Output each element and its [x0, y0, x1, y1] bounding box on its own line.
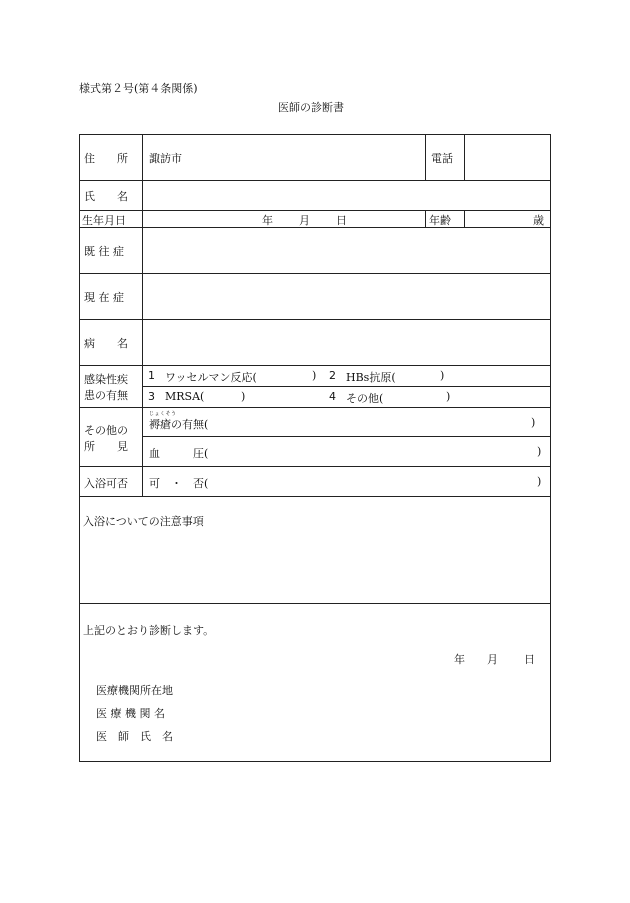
bedsore-label: 褥瘡の有無( — [149, 418, 209, 431]
infection-item4-label: その他( — [346, 392, 384, 405]
other-findings-label-line1: その他の — [84, 424, 128, 437]
infection-item3-close: ) — [241, 390, 246, 403]
bathing-label: 入浴可否 — [84, 477, 128, 490]
age-unit: 歳 — [533, 214, 544, 227]
divider — [79, 407, 551, 408]
birthdate-label: 生年月日 — [82, 214, 126, 227]
certify-text: 上記のとおり診断します。 — [83, 624, 215, 637]
infection-item3-number: 3 — [148, 390, 155, 403]
infection-item1-close: ) — [312, 369, 317, 382]
divider — [425, 210, 426, 227]
divider — [79, 365, 551, 366]
phone-field[interactable] — [468, 137, 548, 177]
infection-item4-close: ) — [446, 390, 451, 403]
divider — [79, 227, 551, 228]
bathing-notes-field[interactable] — [83, 530, 547, 598]
name-field[interactable] — [146, 183, 546, 207]
infection-label-line2: 患の有無 — [84, 389, 128, 402]
divider — [464, 134, 465, 180]
other-findings-label-line2: 所 見 — [84, 440, 128, 453]
bathing-close: ) — [537, 475, 542, 488]
institution-name-label: 医 療 機 関 名 — [96, 707, 165, 720]
divider — [143, 386, 551, 387]
infection-item3-label: MRSA( — [165, 390, 205, 403]
bedsore-ruby: じょくそう — [149, 411, 177, 417]
address-value[interactable]: 諏訪市 — [149, 152, 182, 165]
date-day-unit: 日 — [524, 653, 535, 666]
infection-item2-label: HBs抗原( — [346, 371, 396, 384]
bathing-options[interactable]: 可 ・ 否( — [149, 477, 209, 490]
divider — [79, 319, 551, 320]
address-label: 住 所 — [84, 152, 128, 165]
disease-name-field[interactable] — [146, 322, 546, 362]
infection-item2-close: ) — [440, 369, 445, 382]
infection-item1-number: 1 — [148, 369, 155, 382]
blood-pressure-label: 血 圧( — [149, 447, 209, 460]
age-label: 年齢 — [429, 214, 451, 227]
divider — [79, 496, 551, 497]
form-number: 様式第２号(第４条関係) — [79, 82, 198, 95]
blood-pressure-close: ) — [537, 445, 542, 458]
infection-item4-number: 4 — [329, 390, 336, 403]
divider — [464, 210, 465, 227]
present-illness-field[interactable] — [146, 276, 546, 316]
birth-year-unit: 年 — [262, 214, 273, 227]
divider — [143, 436, 551, 437]
infection-item1-label: ワッセルマン反応( — [165, 371, 257, 384]
infection-item2-number: 2 — [329, 369, 336, 382]
date-year-unit: 年 — [454, 653, 465, 666]
birth-day-unit: 日 — [336, 214, 347, 227]
birth-month-unit: 月 — [299, 214, 310, 227]
divider — [79, 180, 551, 181]
present-illness-label: 現 在 症 — [84, 291, 124, 304]
divider — [79, 603, 551, 604]
date-month-unit: 月 — [487, 653, 498, 666]
bathing-notes-label: 入浴についての注意事項 — [83, 515, 204, 528]
past-history-label: 既 往 症 — [84, 245, 124, 258]
divider — [425, 134, 426, 180]
disease-name-label: 病 名 — [84, 337, 128, 350]
phone-label: 電話 — [431, 152, 453, 165]
past-history-field[interactable] — [146, 230, 546, 270]
doctor-name-label: 医 師 氏 名 — [96, 730, 173, 743]
page-title: 医師の診断書 — [278, 101, 344, 114]
divider — [79, 273, 551, 274]
institution-address-label: 医療機関所在地 — [96, 684, 173, 697]
divider — [79, 466, 551, 467]
divider — [79, 210, 551, 211]
name-label: 氏 名 — [84, 190, 128, 203]
label-column-divider — [142, 134, 143, 496]
infection-label-line1: 感染性疾 — [84, 373, 128, 386]
bedsore-close: ) — [531, 416, 536, 429]
